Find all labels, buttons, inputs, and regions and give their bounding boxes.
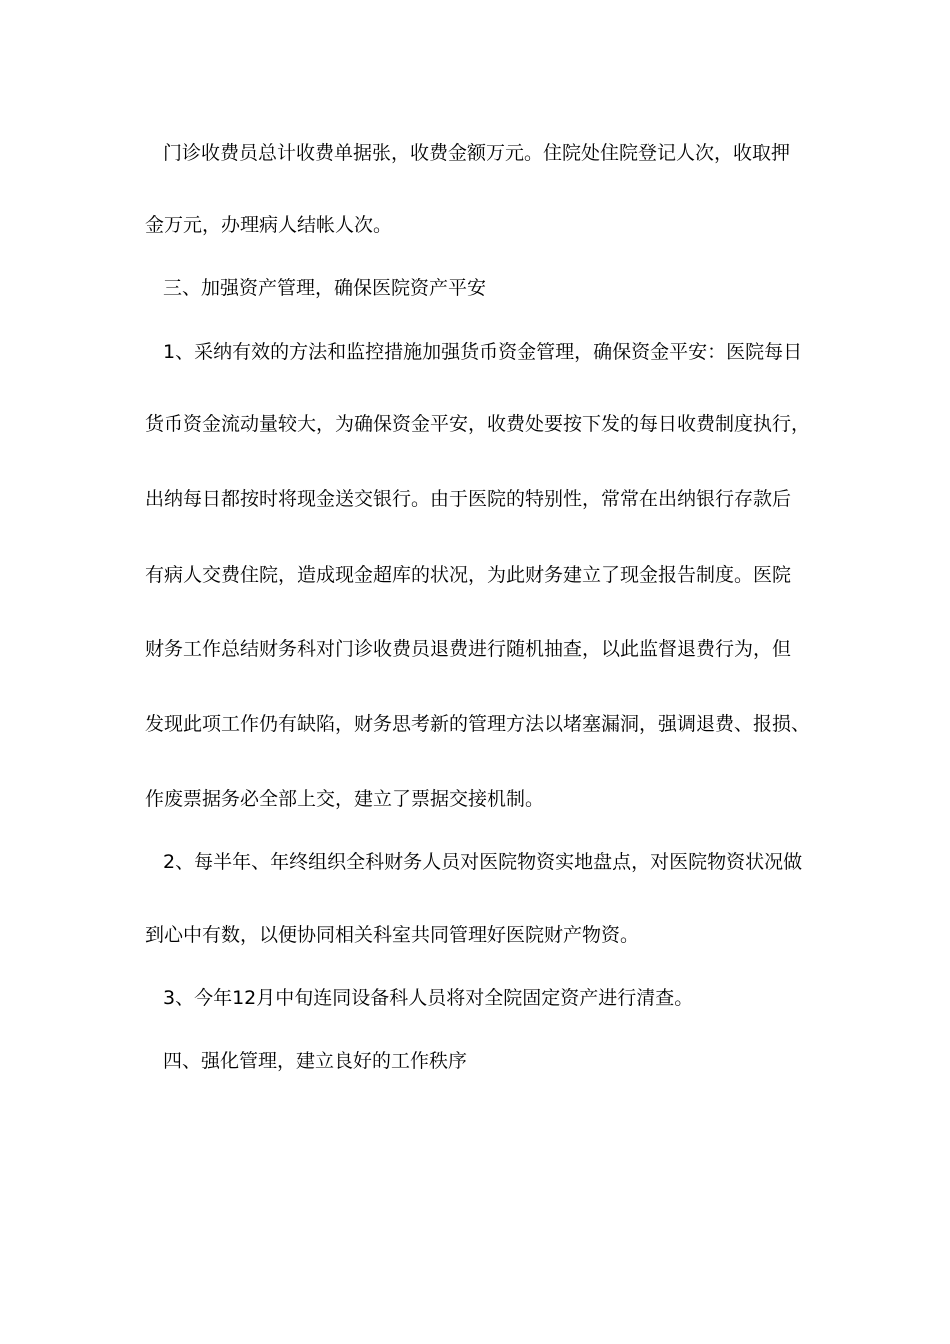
paragraph-line: 金万元，办理病人结帐人次。 <box>145 214 393 236</box>
section-heading: 四、强化管理，建立良好的工作秩序 <box>163 1050 468 1072</box>
section-heading: 三、加强资产管理，确保医院资产平安 <box>163 277 487 299</box>
paragraph-line: 发现此项工作仍有缺陷，财务思考新的管理方法以堵塞漏洞，强调退费、报损、 <box>145 713 811 735</box>
paragraph-line: 作废票据务必全部上交，建立了票据交接机制。 <box>145 788 545 810</box>
paragraph-line: 1、采纳有效的方法和监控措施加强货币资金管理，确保资金平安：医院每日 <box>163 341 803 363</box>
paragraph-line: 有病人交费住院，造成现金超库的状况，为此财务建立了现金报告制度。医院 <box>145 564 792 586</box>
paragraph-line: 出纳每日都按时将现金送交银行。由于医院的特别性，常常在出纳银行存款后 <box>145 488 792 510</box>
paragraph-line: 货币资金流动量较大，为确保资金平安，收费处要按下发的每日收费制度执行， <box>145 413 811 435</box>
paragraph-line: 到心中有数，以便协同相关科室共同管理好医院财产物资。 <box>145 924 640 946</box>
paragraph-line: 2、每半年、年终组织全科财务人员对医院物资实地盘点，对医院物资状况做 <box>163 851 803 873</box>
paragraph-line: 财务工作总结财务科对门诊收费员退费进行随机抽查，以此监督退费行为，但 <box>145 638 792 660</box>
paragraph-line: 门诊收费员总计收费单据张，收费金额万元。住院处住院登记人次，收取押 <box>163 142 791 164</box>
paragraph-line: 3、今年12月中旬连同设备科人员将对全院固定资产进行清查。 <box>163 987 694 1009</box>
